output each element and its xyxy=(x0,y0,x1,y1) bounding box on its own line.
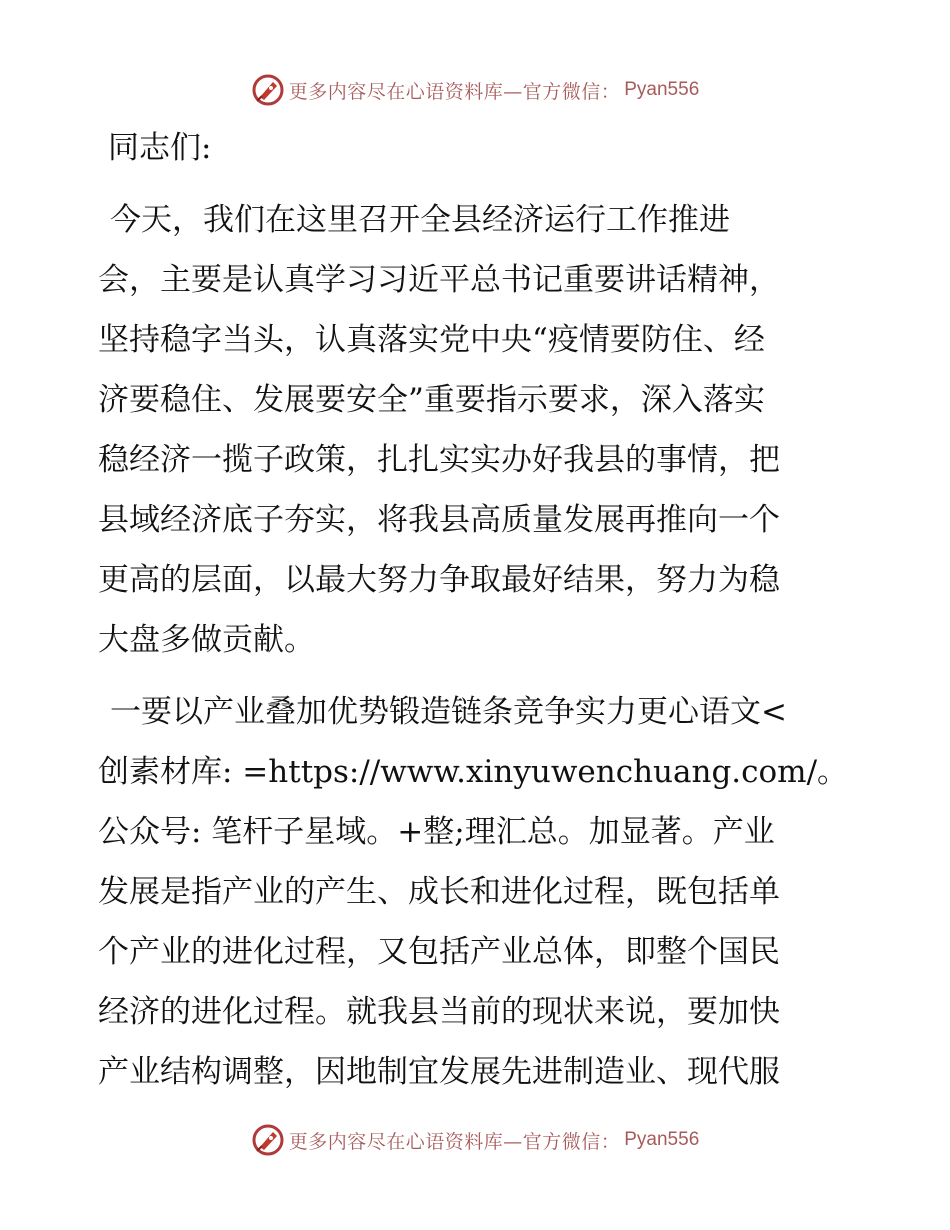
paragraph-line: 坚持稳字当头，认真落实党中央“疫情要防住、经 xyxy=(98,322,765,358)
pen-nib-logo-icon xyxy=(251,1123,285,1157)
paragraph-line: 今天，我们在这里召开全县经济运行工作推进 xyxy=(110,202,730,238)
paragraph-line: 济要稳住、发展要安全”重要指示要求，深入落实 xyxy=(98,382,765,418)
banner-group xyxy=(251,73,700,107)
banner-wechat-id: Pyan556 xyxy=(624,79,700,100)
paragraph-1 xyxy=(98,190,850,670)
header-watermark-banner xyxy=(0,70,950,110)
salutation: 同志们: xyxy=(108,130,212,166)
paragraph-line: 一要以产业叠加优势锻造链条竞争实力更心语文< xyxy=(110,694,787,730)
document-body xyxy=(98,118,850,1102)
paragraph-line: 个产业的进化过程，又包括产业总体，即整个国民 xyxy=(98,934,780,970)
paragraph-line: 县域经济底子夯实，将我县高质量发展再推向一个 xyxy=(98,502,780,538)
paragraph-line: 更高的层面，以最大努力争取最好结果，努力为稳 xyxy=(98,562,780,598)
paragraph-line: 大盘多做贡献。 xyxy=(98,622,315,658)
paragraph-line: 会，主要是认真学习习近平总书记重要讲话精神， xyxy=(98,262,780,298)
pen-nib-logo-icon xyxy=(251,73,285,107)
paragraph-line: 产业结构调整，因地制宜发展先进制造业、现代服 xyxy=(98,1054,780,1090)
paragraph-2 xyxy=(98,682,850,1102)
banner-text: 更多内容尽在心语资料库—官方微信： xyxy=(288,1130,621,1153)
paragraph-line: 经济的进化过程。就我县当前的现状来说，要加快 xyxy=(98,994,780,1030)
banner-wechat-id: Pyan556 xyxy=(624,1129,700,1150)
paragraph-line: 公众号: 笔杆子星域。+整;理汇总。加显著。产业 xyxy=(98,814,775,850)
footer-watermark-banner xyxy=(0,1120,950,1160)
paragraph-line: 稳经济一揽子政策，扎扎实实办好我县的事情，把 xyxy=(98,442,780,478)
banner-group xyxy=(251,1123,700,1157)
banner-text: 更多内容尽在心语资料库—官方微信： xyxy=(288,80,621,103)
paragraph-line: 创素材库: =https://www.xinyuwenchuang.com/。 xyxy=(98,754,849,790)
paragraph-line: 发展是指产业的产生、成长和进化过程，既包括单 xyxy=(98,874,780,910)
